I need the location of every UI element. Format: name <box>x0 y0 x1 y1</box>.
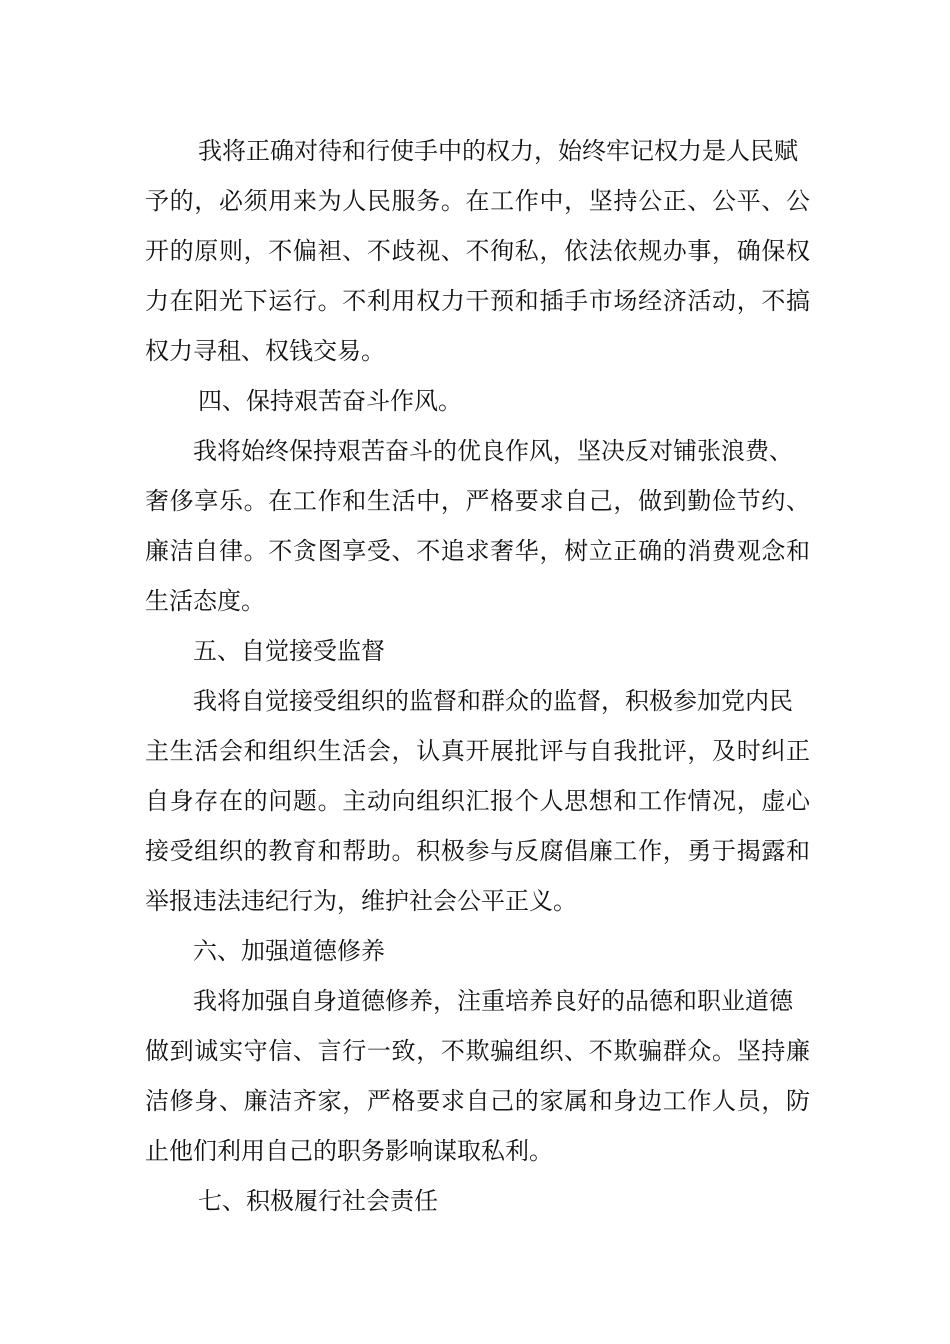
paragraph-line: 我将正确对待和行使手中的权力，始终牢记权力是人民赋 <box>198 137 798 165</box>
section-heading: 五、自觉接受监督 <box>193 637 385 665</box>
paragraph-line: 生活态度。 <box>145 587 265 615</box>
section-heading: 七、积极履行社会责任 <box>198 1187 438 1215</box>
paragraph-line: 我将自觉接受组织的监督和群众的监督，积极参加党内民 <box>193 687 793 715</box>
paragraph-line: 洁修身、廉洁齐家，严格要求自己的家属和身边工作人员，防 <box>145 1087 810 1115</box>
paragraph-line: 奢侈享乐。在工作和生活中，严格要求自己，做到勤俭节约、 <box>145 487 810 515</box>
paragraph-line: 廉洁自律。不贪图享受、不追求奢华，树立正确的消费观念和 <box>145 537 810 565</box>
paragraph-line: 开的原则，不偏袒、不歧视、不徇私，依法依规办事，确保权 <box>145 237 810 265</box>
paragraph-line: 举报违法违纪行为，维护社会公平正义。 <box>145 887 577 915</box>
paragraph-line: 我将加强自身道德修养，注重培养良好的品德和职业道德 <box>193 987 793 1015</box>
paragraph-line: 我将始终保持艰苦奋斗的优良作风，坚决反对铺张浪费、 <box>193 437 793 465</box>
paragraph-line: 予的，必须用来为人民服务。在工作中，坚持公正、公平、公 <box>145 187 810 215</box>
paragraph-line: 接受组织的教育和帮助。积极参与反腐倡廉工作，勇于揭露和 <box>145 837 810 865</box>
paragraph-line: 止他们利用自己的职务影响谋取私利。 <box>145 1137 553 1165</box>
paragraph-line: 力在阳光下运行。不利用权力干预和插手市场经济活动，不搞 <box>145 287 810 315</box>
paragraph-line: 做到诚实守信、言行一致，不欺骗组织、不欺骗群众。坚持廉 <box>145 1037 810 1065</box>
paragraph-line: 主生活会和组织生活会，认真开展批评与自我批评，及时纠正 <box>145 737 810 765</box>
section-heading: 四、保持艰苦奋斗作风。 <box>198 387 462 415</box>
paragraph-line: 权力寻租、权钱交易。 <box>145 337 385 365</box>
paragraph-line: 自身存在的问题。主动向组织汇报个人思想和工作情况，虚心 <box>145 787 810 815</box>
section-heading: 六、加强道德修养 <box>193 937 385 965</box>
